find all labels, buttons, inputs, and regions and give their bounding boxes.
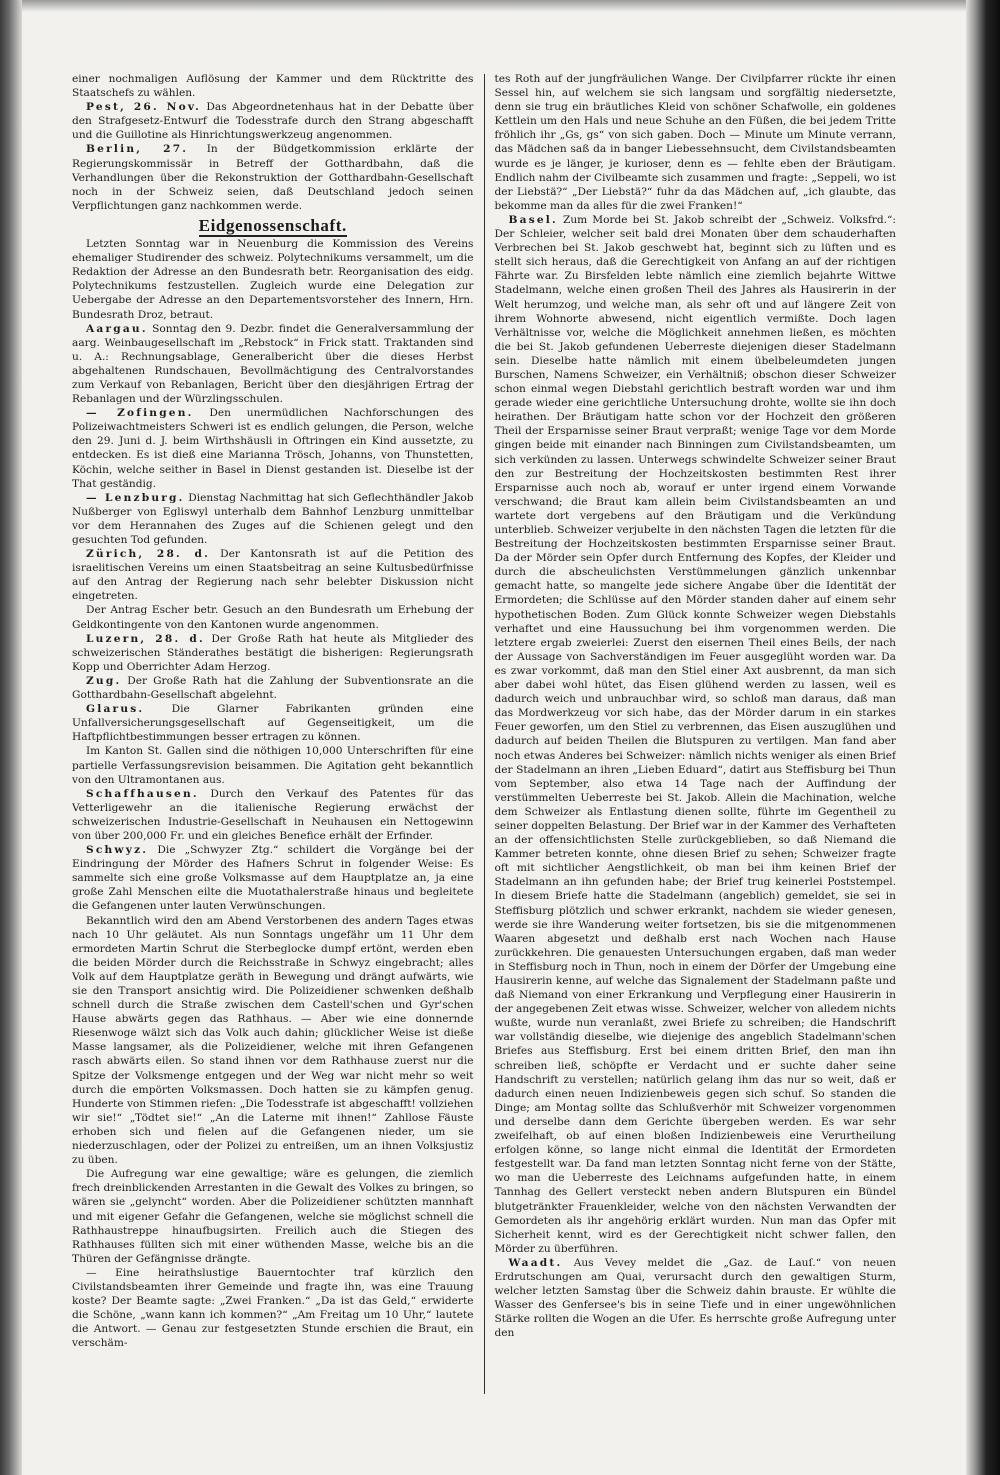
dateline: Glarus.	[86, 703, 145, 716]
article-paragraph: Zürich, 28. d. Der Kantonsrath ist auf die Petition des israelitischen Vereins um einen Staatsbeitrag an seine Kultusbedürfnisse auf den Antrag der Regierung nach sehr belebter Diskussion nicht eingetreten.	[72, 548, 474, 603]
article-paragraph: Letzten Sonntag war in Neuenburg die Kommission des Vereins ehemaliger Studirender des schweiz. Polytechnikums versammelt, um die Redaktion der Adresse an den Bundesrath betr. Reorganisation des eidg. Polytechnikums festzustellen. Zugleich wurde eine Delegation zur Uebergabe der Adresse an den Departementsvorsteher des Innern, Hrn. Bundesrath Droz, betraut.	[72, 238, 474, 321]
scan-shadow-left	[0, 0, 22, 1475]
article-paragraph: Im Kanton St. Gallen sind die nöthigen 10,000 Unterschriften für eine partielle Verfassungsrevision beisammen. Die Agitation geht bekanntlich von den Ultramontanen aus.	[72, 745, 474, 786]
article-paragraph: — Zofingen. Den unermüdlichen Nachforschungen des Polizeiwachtmeisters Schweri ist es endlich gelungen, die Person, welche den 29. Juni d. J. beim Wirthshäusli in Oftringen ein Kind aussetzte, zu entdecken. Es ist dieß eine Marianna Trösch, Johanns, von Thunstetten, Köchin, welche seither in Basel in Dienst gestanden ist. Dieselbe ist der That geständig.	[72, 407, 474, 490]
article-paragraph: Pest, 26. Nov. Das Abgeordnetenhaus hat in der Debatte über den Strafgesetz-Entwurf die Todesstrafe durch den Strang abgeschafft und die Guillotine als Hinrichtungswerkzeug angenommen.	[72, 101, 474, 142]
section-heading: Eidgenossenschaft.	[198, 215, 347, 235]
article-paragraph: einer nochmaligen Auflösung der Kammer und dem Rücktritte des Staatschefs zu wählen.	[72, 73, 474, 100]
dateline: Berlin, 27.	[86, 143, 189, 156]
dateline: Zürich, 28. d.	[86, 548, 211, 561]
article-paragraph: — Eine heirathslustige Bauerntochter traf kürzlich den Civilstandsbeamten ihrer Gemeinde und fragte ihn, was eine Trauung koste? Der Beamte sagte: „Zwei Franken.“ „Da ist das Geld,“ erwiderte die Schöne, „wann kann ich kommen?“ „Am Freitag um 10 Uhr,“ lautete die Antwort. — Genau zur festgesetzten Stunde erschien die Braut, ein verschäm-	[72, 1266, 474, 1350]
right-column	[494, 72, 896, 1392]
left-column	[72, 72, 474, 1392]
dateline: Pest, 26. Nov.	[86, 101, 202, 114]
dateline: Schwyz.	[86, 844, 149, 857]
article-paragraph: Basel. Zum Morde bei St. Jakob schreibt der „Schweiz. Volksfrd.“: Der Schleier, welcher seit bald drei Monaten über dem schauderhaften Verbrechen bei St. Jakob geschwebt hat, beginnt sich zu lüften und es stellt sich heraus, daß die Gerechtigkeit von Anfang an auf der richtigen Fährte war. Zu Birsfelden lebte nämlich eine ziemlich bejahrte Wittwe Stadelmann, welche einen großen Theil des Jahres als Hausirerin in der Welt herumzog, und welche man, als sehr oft und auf längere Zeit von ihrem Wohnorte abwesend, nicht eigentlich vermißte. Doch lagen Verhältnisse vor, welche die Möglichkeit annehmen ließen, es möchten die bei St. Jakob gefundenen Ueberreste diejenigen dieser Stadelmann sein. Dieselbe hatte nämlich mit einem übelbeleumdeten jungen Burschen, Namens Schweizer, ein Verhältniß; obschon dieser Schweizer schon einmal wegen Diebstahl gerichtlich bestraft worden war und ihm gerade wieder eine gerichtliche Untersuchung drohte, wollte sie ihn doch heirathen. Der Bräutigam hatte schon vor der Hochzeit den größeren Theil der Ersparnisse seiner Braut verpraßt; wenige Tage vor dem Morde gingen beide mit einander nach Binningen zum Civilstandsbeamten, um sich verkünden zu lassen. Unterwegs schwindelte Schweizer seiner Braut den zur Bestreitung der Hochzeitskosten bestimmten Rest ihrer Ersparnisse auch noch ab, worauf er unter irgend einem Vorwande verschwand; die Braut kam allein beim Civilstandsbeamten an und wartete dort vergebens auf den Bräutigam und die Verkündung unterblieb. Schweizer verjubelte in den nächsten Tagen die letzten für die Bestreitung der Hochzeitskosten bestimmten Ersparnisse seiner Braut. Da der Mörder sein Opfer durch Entfernung des Kopfes, der Kleider und durch die abscheulichsten Verstümmelungen gänzlich unkennbar gemacht hatte, so mangelte jede sichere Angabe über die Identität der Ermordeten; die Schlüsse auf den Mörder standen daher auf einem sehr hypothetischen Boden. Zum Glück konnte Schweizer wegen Diebstahls verhaftet und eine Haussuchung bei ihm vorgenommen werden. Die letztere ergab zweierlei: Zuerst den eisernen Theil eines Beils, der nach der Aussage von Sachverständigen im Feuer ausgeglüht worden war. Da es zwar vorkommt, daß man den Stiel einer Axt ausbrennt, da man sich aber dabei wohl hütet, das Eisen glühend werden zu lassen, weil es dadurch weich und unbrauchbar wird, so schloß man daraus, daß man das Mordwerkzeug vor sich habe, das der Mörder darum in ein starkes Feuer geworfen, um den Stiel zu verbrennen, das Eisen auszuglühen und dadurch auf beiden Theilen die Blutspuren zu vertilgen. Man fand aber noch etwas Anderes bei Schweizer: nämlich nichts weniger als einen Brief der Stadelmann an ihren „Lieben Eduard“, datirt aus Steffisburg bei Thun vom September, also etwa 14 Tage nach der Auffindung der verstümmelten Ueberreste bei St. Jakob. Allein die Machination, welche dem Schweizer als Entlastung dienen sollte, führte im Gegentheil zu seiner doppelten Belastung. Der Brief war in der Kammer des Verhafteten an der offensichtlichsten Stelle zurückgeblieben, so daß Niemand die Kammer betreten konnte, ohne diesen Brief zu sehen; Schweizer fragte oft mit sichtlicher Aengstlichkeit, ob man bei ihm keinen Brief der Stadelmann an ihn gefunden habe; der Brief trug keinerlei Poststempel. In diesem Briefe hatte die Stadelmann (angeblich) gemeldet, sie sei in Steffisburg plötzlich und schwer erkrankt, nachdem sie wieder genesen, werde sie ihre Wanderung weiter fortsetzen, bis sie die mitgenommenen Waaren abgesetzt und deßhalb erst nach Wochen nach Hause zurückkehren. Die genauesten Untersuchungen ergaben, daß man weder in Steffisburg noch in Thun, noch in einem der Dörfer der Umgebung eine Hausirerin kenne, auf welche das Signalement der Stadelmann paßte und daß Niemand von einer Erkrankung und Verpflegung einer Hausirerin in der angegebenen Zeit etwas wisse. Schweizer, welcher von alledem nichts wußte, wurde nun veranlaßt, zwei Briefe zu schreiben; die Handschrift war vollständig dieselbe, wie diejenige des angeblich Stadelmann'schen Briefes aus Steffisburg. Erst bei einem dritten Brief, den man ihn schreiben ließ, schöpfte er Verdacht und er suchte daher seine Handschrift zu verstellen; natürlich gelang ihm das nur so weit, daß er dadurch einen neuen Indizienbeweis gegen sich schuf. So standen die Dinge; am Montag sollte das Schlußverhör mit Schweizer vorgenommen und derselbe dann dem Gerichte übergeben werden. Es war sehr zweifelhaft, ob auf einen bloßen Indizienbeweis eine Verurtheilung erfolgen könne, so lange nicht einmal die Identität der Ermordeten festgestellt war. Da fand man letzten Sonntag nicht ferne von der Stätte, wo man die Ueberreste des Leichnams aufgefunden hatte, in einem Tannhag des Gellert versteckt neben andern Blutspuren ein Bündel blutgetränkter Frauenkleider, welche von den nächsten Verwandten der Gemordeten als ihr angehörig erklärt wurden. Nun man das Opfer mit Sicherheit kennt, wird es der Gerechtigkeit nicht schwer fallen, den Mörder zu überführen.	[494, 213, 896, 1255]
article-paragraph: tes Roth auf der jungfräulichen Wange. Der Civilpfarrer rückte ihr einen Sessel hin, auf welchem sie sich langsam und sorgfältig niedersetzte, denn sie trug ein bräutliches Kleid von schöner Schafwolle, ein goldenes Kettlein um den Hals und neue Schuhe an den Füßen, die bei jedem Tritte fröhlich ihr „Gs, gs“ von sich gaben. Doch — Minute um Minute verrann, das Mädchen saß da in banger Liebessehnsucht, dem Civilstandsbeamten wurde es je länger, je kurioser, denn es — fehlte eben der Bräutigam. Endlich nahm der Civilbeamte sich zusammen und fragte: „Seppeli, wo ist der Liebstä?“ „Der Liebstä?“ fuhr da das Mädchen auf, „ich glaubte, das bekomme man da alles für die zwei Franken!“	[494, 73, 896, 212]
article-paragraph: Schwyz. Die „Schwyzer Ztg.“ schildert die Vorgänge bei der Eindringung der Mörder des Hafners Schrut in folgender Weise: Es sammelte sich eine große Volksmasse auf dem Hauptplatze an, ja eine große Zahl Menschen eilte die Muotathalerstraße hinaus und begleitete die Gefangenen unter lauten Verwünschungen.	[72, 844, 474, 913]
article-paragraph: Aargau. Sonntag den 9. Dezbr. findet die Generalversammlung der aarg. Weinbaugesellschaft im „Rebstock“ in Frick statt. Traktanden sind u. A.: Rechnungsablage, Generalbericht über die dieses Herbst abgehaltenen Rundschauen, Bevollmächtigung des Centralvorstandes zum Verkauf von Rebanlagen, Bericht über den diesjährigen Ertrag der Rebanlagen und der Würzlingsschulen.	[72, 322, 474, 406]
column-divider	[484, 74, 485, 1394]
dateline: — Lenzburg.	[86, 491, 185, 504]
article-paragraph: Luzern, 28. d. Der Große Rath hat heute als Mitglieder des schweizerischen Ständerathes bestätigt die bisherigen: Regierungsrath Kopp und Oberrichter Adam Herzog.	[72, 632, 474, 673]
article-paragraph: Glarus. Die Glarner Fabrikanten gründen eine Unfallversicherungsgesellschaft auf Gegenseitigkeit, um die Haftpflichtbestimmungen besser ertragen zu können.	[72, 703, 474, 744]
dateline: — Zofingen.	[86, 407, 194, 420]
article-paragraph: Der Antrag Escher betr. Gesuch an den Bundesrath um Erhebung der Geldkontingente von den Kantonen wurde angenommen.	[72, 604, 474, 631]
article-paragraph: Zug. Der Große Rath hat die Zahlung der Subventionsrate an die Gotthardbahn-Gesellschaft abgelehnt.	[72, 674, 474, 702]
article-paragraph: Bekanntlich wird den am Abend Verstorbenen des andern Tages etwas nach 10 Uhr geläutet. Als nun Sonntags ungefähr um 11 Uhr dem ermordeten Martin Schrut die Sterbeglocke dumpf ertönt, werden eben die beiden Mörder durch die Reichsstraße in Schwyz eingebracht; alles Volk auf dem Hauptplatze geräth in Bewegung und drängt aufwärts, wie sie den Transport ansichtig wird. Die Polizeidiener schwenken deßhalb schnell durch die Straße zwischen dem Castell'schen und Gyr'schen Hause abwärts gegen das Rathhaus. — Aber wie eine donnernde Riesenwoge wälzt sich das Volk auch dahin; glücklicher Weise ist dieße Masse langsamer, als die Polizeidiener, welche mit ihren Gefangenen rasch abwärts eilen. So stand ihnen vor dem Rathhause zuerst nur die Spitze der Volksmenge entgegen und der Weg war nicht mehr so weit durch die empörten Volksmassen. Doch hatten sie zu kämpfen genug. Hunderte von Stimmen riefen: „Die Todesstrafe ist abgeschafft! vollziehen wir sie!“ „Tödtet sie!“ „An die Laterne mit ihnen!“ Zahllose Fäuste erhoben sich und fielen auf die Gefangenen nieder, um sie niederzuschlagen, oder der Polizei zu entreißen, um an ihnen Volksjustiz zu üben.	[72, 914, 474, 1167]
dateline: Waadt.	[508, 1256, 563, 1269]
article-paragraph: Berlin, 27. In der Büdgetkommission erklärte der Regierungskommissär in Betreff der Gotthardbahn, daß die Verhandlungen über die Rekonstruktion der Gotthardbahn-Gesellschaft noch in der Schweiz seien, daß Deutschland jedoch seinen Verpflichtungen ganz nachkommen werde.	[72, 143, 474, 212]
article-paragraph: Die Aufregung war eine gewaltige; wäre es gelungen, die ziemlich frech dreinblickenden Arrestanten in die Gewalt des Volkes zu bringen, so wären sie „gelyncht“ worden. Aber die Polizeidiener schützten mannhaft und mit eigener Gefahr die Gefangenen, welche sie möglichst schnell die Rathhaustreppe hinaufbugsirten. Freilich auch die Stiegen des Rathhauses füllten sich mit einer wüthenden Masse, welche bis an die Thüren der Gefängnisse drängte.	[72, 1168, 474, 1265]
article-paragraph: — Lenzburg. Dienstag Nachmittag hat sich Geflechthändler Jakob Nußberger von Egliswyl unterhalb dem Bahnhof Lenzburg unmittelbar vor dem Herannahen des Zuges auf die Schienen gelegt und den gesuchten Tod gefunden.	[72, 491, 474, 546]
dateline: Schaffhausen.	[86, 787, 199, 800]
article-paragraph: Schaffhausen. Durch den Verkauf des Patentes für das Vetterligewehr an die italienische Regierung erwächst der schweizerischen Industrie-Gesellschaft in Neuhausen ein Nettogewinn von über 200,000 Fr. und ein gleiches Benefice erhält der Erfinder.	[72, 787, 474, 842]
newspaper-page	[72, 72, 896, 1392]
dateline: Basel.	[508, 213, 558, 226]
dateline: Aargau.	[86, 322, 148, 335]
article-paragraph: Waadt. Aus Vevey meldet die „Gaz. de Lauſ.“ von neuen Erdrutschungen am Quai, verursacht durch den gewaltigen Sturm, welcher letzten Samstag über die Schweiz dahin brauste. Er wühlte die Wasser des Genfersee's bis in seine Tiefe und in einer ungewöhnlichen Stärke rollten die Wogen an die Ufer. Es herrschte große Aufregung unter den	[494, 1256, 896, 1340]
dateline: Zug.	[86, 674, 122, 687]
dateline: Luzern, 28. d.	[86, 632, 205, 645]
scan-shadow-top	[0, 0, 1000, 12]
scan-shadow-right	[966, 0, 1000, 1475]
